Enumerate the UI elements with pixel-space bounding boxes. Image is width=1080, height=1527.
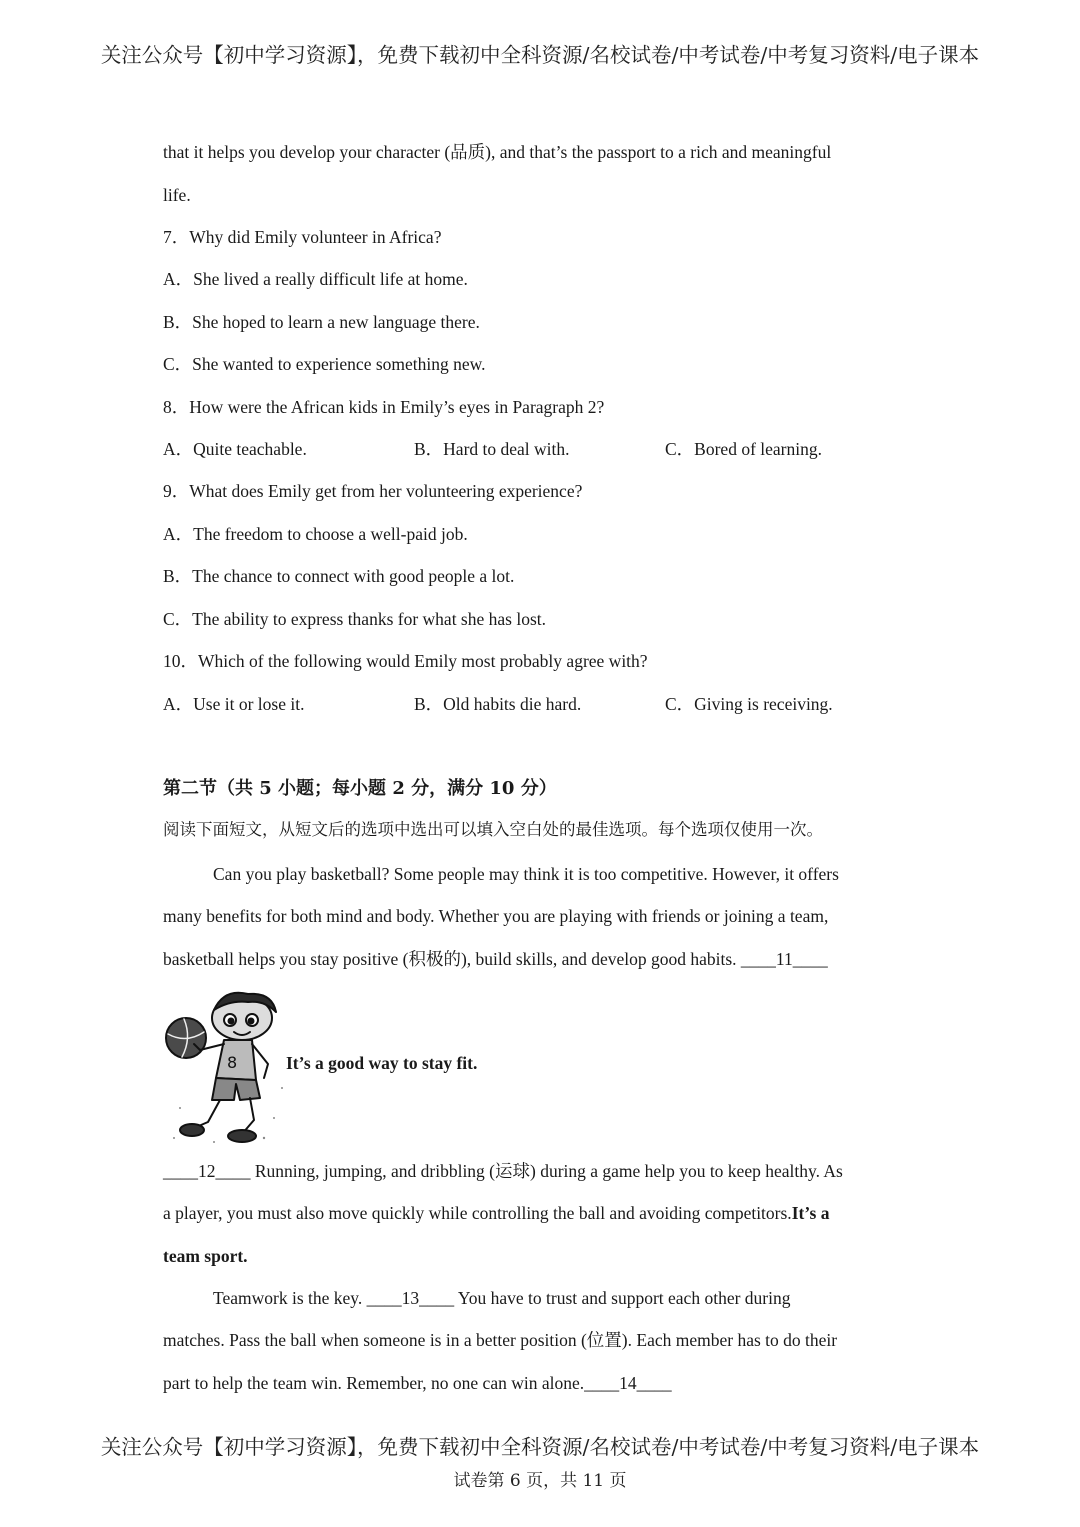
- promo-banner-bottom: 关注公众号【初中学习资源】，免费下载初中全科资源/名校试卷/中考试卷/中考复习资料/电子课本: [100, 1435, 980, 1459]
- passage-line: Can you play basketball? Some people may think it is too competitive. However, it offers: [213, 864, 839, 884]
- passage-line: Teamwork is the key. ____13____ You have to trust and support each other during: [213, 1288, 791, 1308]
- passage-line: [163, 1201, 829, 1225]
- passage-text: a player, you must also move quickly while controlling the ball and avoiding competitors.: [163, 1203, 792, 1223]
- question-7-stem: 7．Why did Emily volunteer in Africa?: [163, 227, 442, 247]
- question-10-option-b: B．Old habits die hard.: [414, 694, 582, 714]
- question-9-option-a: A．The freedom to choose a well-paid job.: [163, 524, 468, 544]
- option-sentence: team sport.: [163, 1246, 248, 1266]
- passage-line: ____12____ Running, jumping, and dribbling (运球) during a game help you to keep healthy. As: [163, 1161, 843, 1181]
- question-8-option-b: B．Hard to deal with.: [414, 439, 570, 459]
- page-number-footer: 试卷第 6 页，共 11 页: [453, 1471, 627, 1491]
- question-7-option-a: A．She lived a really difficult life at home.: [163, 269, 468, 289]
- question-10-option-c: C．Giving is receiving.: [665, 694, 833, 714]
- question-8-option-c: C．Bored of learning.: [665, 439, 822, 459]
- question-7-option-c: C．She wanted to experience something new.: [163, 354, 486, 374]
- passage-line: life.: [163, 185, 191, 205]
- basketball-player-illustration: [164, 988, 288, 1146]
- figure-caption: It’s a good way to stay fit.: [286, 1053, 478, 1073]
- svg-text:8: 8: [227, 1053, 238, 1072]
- promo-banner-top: 关注公众号【初中学习资源】，免费下载初中全科资源/名校试卷/中考试卷/中考复习资料/电子课本: [100, 43, 980, 67]
- passage-line: many benefits for both mind and body. Whether you are playing with friends or joining a team,: [163, 906, 829, 926]
- passage-line: that it helps you develop your character (品质), and that’s the passport to a rich and meaningful: [163, 142, 832, 162]
- question-9-option-b: B．The chance to connect with good people a lot.: [163, 566, 515, 586]
- passage-line: matches. Pass the ball when someone is in a better position (位置). Each member has to do their: [163, 1330, 838, 1350]
- question-7-option-b: B．She hoped to learn a new language there.: [163, 312, 480, 332]
- passage-line: basketball helps you stay positive (积极的), build skills, and develop good habits. ____11____: [163, 949, 828, 969]
- question-8-stem: 8．How were the African kids in Emily’s eyes in Paragraph 2?: [163, 397, 605, 417]
- question-8-option-a: A．Quite teachable.: [163, 439, 307, 459]
- section-instruction: 阅读下面短文，从短文后的选项中选出可以填入空白处的最佳选项。每个选项仅使用一次。: [163, 820, 823, 839]
- option-sentence: It’s a: [791, 1203, 830, 1223]
- question-9-stem: 9．What does Emily get from her volunteering experience?: [163, 481, 583, 501]
- question-9-option-c: C．The ability to express thanks for what she has lost.: [163, 609, 546, 629]
- section-heading: 第二节（共 5 小题；每小题 2 分，满分 10 分）: [163, 778, 557, 799]
- question-10-stem: 10．Which of the following would Emily most probably agree with?: [163, 651, 648, 671]
- passage-line: part to help the team win. Remember, no one can win alone.____14____: [163, 1373, 672, 1393]
- question-10-option-a: A．Use it or lose it.: [163, 694, 305, 714]
